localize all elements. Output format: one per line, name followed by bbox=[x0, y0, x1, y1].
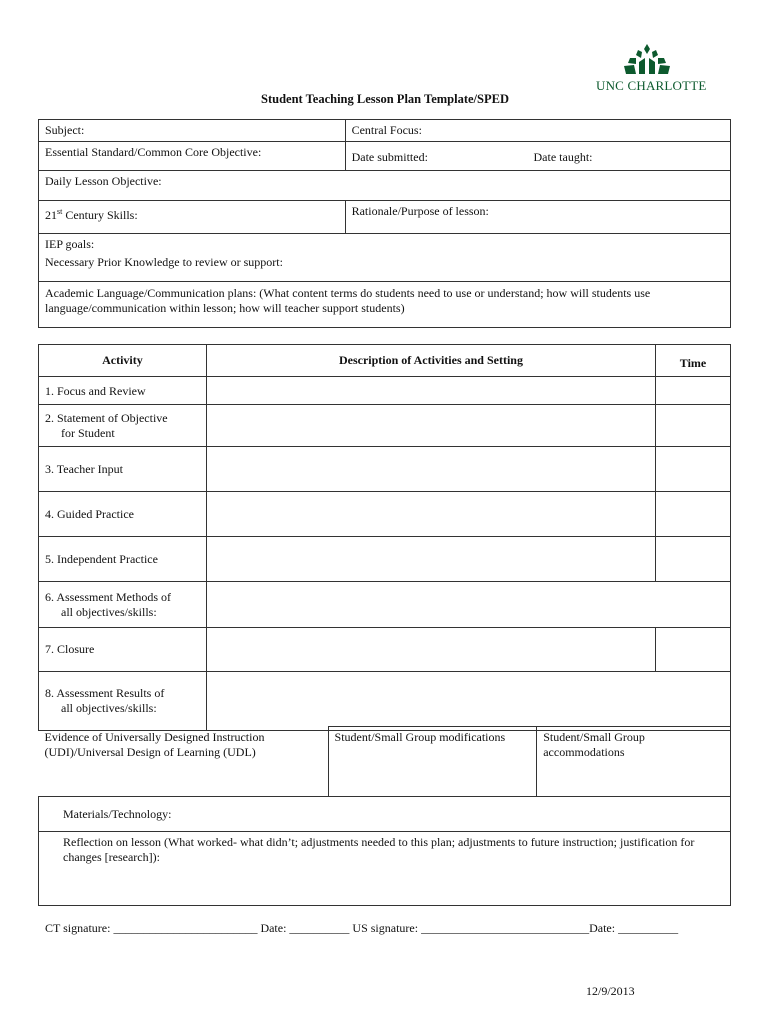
udl-evidence-cell[interactable]: Evidence of Universally Designed Instruction (UDI)/Universal Design of Learning (UDL) bbox=[39, 727, 329, 797]
daily-objective-field[interactable]: Daily Lesson Objective: bbox=[39, 171, 731, 201]
description-cell[interactable] bbox=[206, 492, 655, 537]
dates-field[interactable] bbox=[345, 142, 730, 171]
description-cell[interactable] bbox=[206, 628, 655, 672]
activity-row-label: 5. Independent Practice bbox=[39, 537, 207, 582]
description-cell[interactable] bbox=[206, 672, 730, 731]
time-cell[interactable] bbox=[656, 628, 731, 672]
unc-charlotte-logo bbox=[596, 44, 707, 94]
activity-row-label: 1. Focus and Review bbox=[39, 377, 207, 405]
modifications-cell[interactable]: Student/Small Group modifications bbox=[328, 727, 537, 797]
date-taught-label: Date taught: bbox=[533, 150, 593, 164]
description-cell[interactable] bbox=[206, 377, 655, 405]
time-cell[interactable] bbox=[656, 405, 731, 447]
logo-text: UNC CHARLOTTE bbox=[596, 78, 707, 93]
description-cell[interactable] bbox=[206, 582, 730, 628]
century-skills-field[interactable]: 21st Century Skills: bbox=[39, 201, 346, 234]
time-cell[interactable] bbox=[656, 447, 731, 492]
description-cell[interactable] bbox=[206, 447, 655, 492]
academic-language-field[interactable]: Academic Language/Communication plans: (What content terms do students need to use or understand; how will students use language/communication within lesson; how will teacher support students) bbox=[39, 282, 731, 328]
footer-date: 12/9/2013 bbox=[586, 984, 635, 998]
description-cell[interactable] bbox=[206, 405, 655, 447]
accommodations-cell[interactable]: Student/Small Group accommodations bbox=[537, 727, 731, 797]
iep-goals-label: IEP goals: bbox=[45, 237, 95, 251]
essential-standard-field[interactable]: Essential Standard/Common Core Objective: bbox=[39, 142, 346, 171]
time-cell[interactable] bbox=[656, 377, 731, 405]
activities-table bbox=[38, 344, 731, 731]
activity-row-label: 3. Teacher Input bbox=[39, 447, 207, 492]
lesson-info-table bbox=[38, 119, 731, 328]
crown-logo-icon bbox=[622, 44, 672, 78]
page-title: Student Teaching Lesson Plan Template/SPED bbox=[261, 92, 509, 106]
date-submitted-label: Date submitted: bbox=[351, 150, 428, 164]
signature-line: CT signature: ________________________ Date: __________ US signature: ____________________________Date: __________ bbox=[45, 921, 679, 935]
materials-field[interactable]: Materials/Technology: bbox=[39, 797, 731, 832]
prior-knowledge-label: Necessary Prior Knowledge to review or support: bbox=[45, 255, 283, 269]
iep-prior-knowledge-field[interactable] bbox=[39, 234, 731, 282]
time-cell[interactable] bbox=[656, 492, 731, 537]
activity-row-label: 8. Assessment Results of all objectives/skills: bbox=[39, 672, 207, 731]
description-header: Description of Activities and Setting bbox=[206, 345, 655, 377]
description-cell[interactable] bbox=[206, 537, 655, 582]
activity-row-label: 2. Statement of Objective for Student bbox=[39, 405, 207, 447]
activity-row-label: 6. Assessment Methods of all objectives/skills: bbox=[39, 582, 207, 628]
time-cell[interactable] bbox=[656, 537, 731, 582]
activity-header: Activity bbox=[39, 345, 207, 377]
time-header: Time bbox=[656, 345, 731, 377]
activity-row-label: 4. Guided Practice bbox=[39, 492, 207, 537]
udl-table bbox=[38, 726, 731, 906]
rationale-field[interactable]: Rationale/Purpose of lesson: bbox=[345, 201, 730, 234]
central-focus-field[interactable]: Central Focus: bbox=[345, 120, 730, 142]
activity-row-label: 7. Closure bbox=[39, 628, 207, 672]
subject-field[interactable]: Subject: bbox=[39, 120, 346, 142]
reflection-field[interactable]: Reflection on lesson (What worked- what didn’t; adjustments needed to this plan; adjustments to future instruction; justification for changes [research]): bbox=[39, 832, 731, 906]
